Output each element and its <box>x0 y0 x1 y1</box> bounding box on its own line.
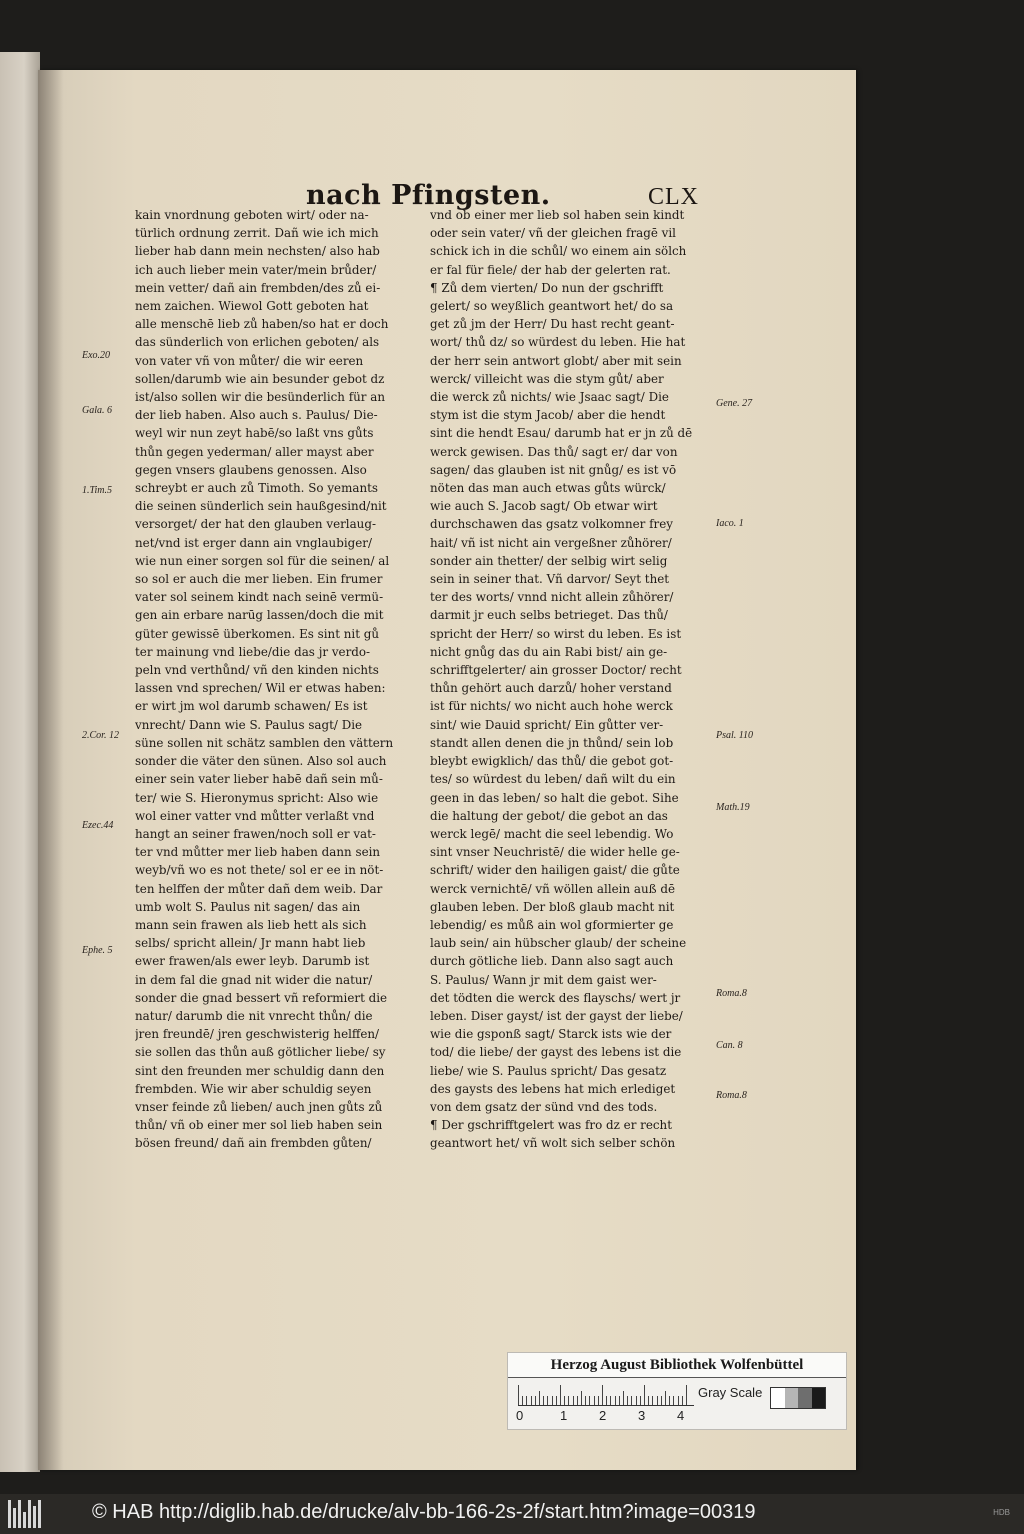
ruler-tick <box>678 1396 679 1405</box>
text-line: mein vetter/ dañ ain frembden/des zů ei- <box>135 280 381 295</box>
gutter-shadow <box>38 70 64 1470</box>
text-line: werck vernichtē/ vñ wöllen allein auß dē <box>430 881 676 896</box>
text-line: gen ain erbare narūg lassen/doch die mit <box>135 608 384 623</box>
ruler-tick <box>564 1396 565 1405</box>
text-line: ter mainung vnd liebe/die das jr verdo- <box>135 644 371 659</box>
text-line: die haltung der gebot/ die gebot an das <box>430 808 668 823</box>
text-line: von dem gsatz der sünd vnd des tods. <box>430 1099 658 1114</box>
ruler-tick <box>518 1385 519 1405</box>
text-line: wie die gsponß sagt/ Starck ists wie der <box>430 1027 672 1042</box>
text-line: natur/ darumb die nit vnrecht thůn/ die <box>135 1008 373 1023</box>
text-line: spricht der Herr/ so wirst du leben. Es ist <box>430 626 682 641</box>
card-title: Herzog August Bibliothek Wolfenbüttel <box>508 1353 846 1378</box>
text-line: alle menschē lieb zů haben/so hat er doch <box>135 317 389 332</box>
text-line: oder sein vater/ vñ der gleichen fragē vil <box>430 226 676 241</box>
text-line: thůn/ vñ ob einer mer sol lieb haben sein <box>135 1118 383 1133</box>
text-line: der herr sein antwort globt/ aber mit sein <box>430 353 682 368</box>
text-line: lebendig/ es můß ain wol gformierter ge <box>430 917 674 932</box>
text-line: nöten das man auch etwas gůts würck/ <box>430 481 666 496</box>
text-line: der lieb haben. Also auch s. Paulus/ Die- <box>135 408 378 423</box>
text-line: tes/ so würdest du leben/ dañ wilt du ein <box>430 772 676 787</box>
margin-note-right: Gene. 27 <box>716 398 753 409</box>
ruler-tick <box>581 1391 582 1405</box>
text-line: lieber hab dann mein nechsten/ also hab <box>135 244 380 259</box>
ruler-tick <box>619 1396 620 1405</box>
ruler-number: 4 <box>677 1408 685 1423</box>
ruler-tick <box>531 1396 532 1405</box>
text-line: gelert/ so weyßlich geantwort het/ do sa <box>430 299 674 314</box>
ruler-number: 3 <box>638 1408 646 1423</box>
text-line: thůn gehört auch darzů/ hoher verstand <box>430 681 672 696</box>
text-line: von vater vñ von můter/ die wir eeren <box>135 353 364 368</box>
footer-mark: HDB <box>993 1508 1010 1517</box>
text-line: leben. Diser gayst/ ist der gayst der liebe/ <box>430 1008 683 1023</box>
margin-note-left: Ephe. 5 <box>82 945 113 956</box>
ruler-tick <box>556 1396 557 1405</box>
text-line: mann sein frawen als lieb hett als sich <box>135 917 367 932</box>
book-page <box>38 70 856 1470</box>
ruler-tick <box>623 1391 624 1405</box>
text-line: sint die hendt Esau/ darumb hat er jn zů dē <box>430 426 693 441</box>
gray-scale-strip <box>770 1387 826 1409</box>
text-line: bösen freund/ dañ ain frembden gůten/ <box>135 1136 372 1151</box>
hab-logo-icon <box>8 1500 48 1528</box>
text-line: ¶ Der gschrifftgelert was fro dz er recht <box>430 1118 672 1133</box>
text-line: lassen vnd sprechen/ Wil er etwas haben: <box>135 681 386 696</box>
text-line: sonder ain thetter/ der selbig wirt selig <box>430 553 668 568</box>
text-line: wort/ thů dz/ so würdest du leben. Hie hat <box>430 335 686 350</box>
ruler-tick <box>568 1396 569 1405</box>
text-line: schrifftgelerter/ ain grosser Doctor/ recht <box>430 663 682 678</box>
ruler-numbers <box>514 1408 704 1424</box>
text-line: standt allen denen die jn thůnd/ sein lob <box>430 735 674 750</box>
gray-scale-label: Gray Scale <box>698 1385 763 1400</box>
text-line: er wirt jm wol darumb schawen/ Es ist <box>135 699 368 714</box>
gray-patch <box>798 1388 812 1408</box>
ruler-tick <box>602 1385 603 1405</box>
text-line: umb wolt S. Paulus nit sagen/ das ain <box>135 899 361 914</box>
ruler-tick <box>560 1385 561 1405</box>
copyright-url: © HAB http://diglib.hab.de/drucke/alv-bb-166-2s-2f/start.htm?image=00319 <box>92 1501 756 1523</box>
text-line: sint den freunden mer schuldig dann den <box>135 1063 385 1078</box>
ruler-tick <box>669 1396 670 1405</box>
margin-note-right: Can. 8 <box>716 1040 743 1051</box>
text-line: wol einer vatter vnd můtter verlaßt vnd <box>135 808 375 823</box>
text-line: in dem fal die gnad nit wider die natur/ <box>135 972 373 987</box>
text-line: wie auch S. Jacob sagt/ Ob etwar wirt <box>430 499 658 514</box>
text-line: frembden. Wie wir aber schuldig seyen <box>135 1081 372 1096</box>
text-line: sonder die gnad bessert vñ reformiert die <box>135 990 388 1005</box>
ruler-tick <box>585 1396 586 1405</box>
text-line: weyl wir nun zeyt habē/so laßt vns gůts <box>135 426 374 441</box>
text-line: ist/also sollen wir die besünderlich für an <box>135 390 386 405</box>
ruler-tick <box>682 1396 683 1405</box>
text-line: ter/ wie S. Hieronymus spricht: Also wie <box>135 790 379 805</box>
text-line: nem zaichen. Wiewol Gott geboten hat <box>135 299 369 314</box>
text-line: weyb/vñ wo es not thete/ sol er ee in nöt- <box>135 863 384 878</box>
margin-note-left: Exo.20 <box>82 350 111 361</box>
ruler-tick <box>648 1396 649 1405</box>
ruler-tick <box>610 1396 611 1405</box>
ruler-tick <box>652 1396 653 1405</box>
text-line: sein in seiner that. Vñ darvor/ Seyt thet <box>430 572 670 587</box>
left-text-column <box>135 206 433 1153</box>
cm-ruler <box>518 1383 694 1406</box>
ruler-number: 0 <box>516 1408 524 1423</box>
ruler-tick <box>522 1396 523 1405</box>
text-line: ist für nichts/ wo nicht auch hohe werck <box>430 699 673 714</box>
margin-note-right: Math.19 <box>716 802 750 813</box>
ruler-tick <box>657 1396 658 1405</box>
text-line: laub sein/ ain hübscher glaub/ der scheine <box>430 936 687 951</box>
ruler-tick <box>615 1396 616 1405</box>
text-line: schrift/ wider den hailigen gaist/ die gůte <box>430 863 680 878</box>
text-line: darmit jr euch selbs betrieget. Das thů/ <box>430 608 668 623</box>
color-scale-card <box>507 1352 847 1430</box>
text-line: peln vnd verthůnd/ vñ den kinden nichts <box>135 663 379 678</box>
margin-note-right: Iaco. 1 <box>716 518 744 529</box>
margin-note-left: Ezec.44 <box>82 820 114 831</box>
previous-page-edge <box>0 52 40 1472</box>
right-text-column <box>430 206 728 1153</box>
gray-patch <box>785 1388 799 1408</box>
text-line: des gaysts des lebens hat mich erlediget <box>430 1081 676 1096</box>
text-line: liebe/ wie S. Paulus spricht/ Das gesatz <box>430 1063 667 1078</box>
text-line: schreybt er auch zů Timoth. So yemants <box>135 481 378 496</box>
text-line: versorget/ der hat den glauben verlaug- <box>135 517 376 532</box>
ruler-tick <box>543 1396 544 1405</box>
ruler-tick <box>589 1396 590 1405</box>
text-line: selbs/ spricht allein/ Jr mann habt lieb <box>135 936 366 951</box>
text-line: werck gewisen. Das thů/ sagt er/ dar von <box>430 444 678 459</box>
text-line: stym ist die stym Jacob/ aber die hendt <box>430 408 666 423</box>
ruler-tick <box>636 1396 637 1405</box>
footer-bar <box>0 1494 1024 1534</box>
ruler-tick <box>640 1396 641 1405</box>
text-line: ewer frawen/als ewer leyb. Darumb ist <box>135 954 370 969</box>
text-line: S. Paulus/ Wann jr mit dem gaist wer- <box>430 972 657 987</box>
ruler-tick <box>526 1396 527 1405</box>
text-line: so sol er auch die mer lieben. Ein frumer <box>135 572 383 587</box>
text-line: jren freundē/ jren geschwisterig helffen/ <box>135 1027 380 1042</box>
text-line: get zů jm der Herr/ Du hast recht geant- <box>430 317 675 332</box>
text-line: wie nun einer sorgen sol für die seinen/ al <box>135 553 390 568</box>
text-line: ich auch lieber mein vater/mein brůder/ <box>135 262 377 277</box>
text-line: bleybt ewigklich/ das thů/ die gebot got- <box>430 754 674 769</box>
text-line: süne sollen nit schätz samblen den vättern <box>135 735 394 750</box>
text-line: sonder die väter den sünen. Also sol auch <box>135 754 387 769</box>
text-line: die seinen sünderlich sein haußgesind/nit <box>135 499 387 514</box>
margin-note-right: Psal. 110 <box>716 730 754 741</box>
text-line: ¶ Zů dem vierten/ Do nun der gschrifft <box>430 280 664 295</box>
text-line: werck/ villeicht was die stym gůt/ aber <box>430 371 664 386</box>
text-line: geantwort het/ vñ wolt sich selber schön <box>430 1136 676 1151</box>
text-line: net/vnd ist erger dann ain vnglaubiger/ <box>135 535 372 550</box>
text-line: das sünderlich von erlichen geboten/ als <box>135 335 380 350</box>
text-line: kain vnordnung geboten wirt/ oder na- <box>135 208 369 222</box>
ruler-number: 1 <box>560 1408 568 1423</box>
text-line: tod/ die liebe/ der gayst des lebens ist die <box>430 1045 682 1060</box>
margin-note-left: Gala. 6 <box>82 405 112 416</box>
text-line: thůn gegen yederman/ aller mayst aber <box>135 444 374 459</box>
text-line: det tödten die werck des flayschs/ wert jr <box>430 990 681 1005</box>
text-line: sint/ wie Dauid spricht/ Ein gůtter ver- <box>430 717 664 732</box>
ruler-number: 2 <box>599 1408 607 1423</box>
ruler-tick <box>631 1396 632 1405</box>
gray-patch <box>812 1388 826 1408</box>
text-line: ter des worts/ vnnd nicht allein zůhörer/ <box>430 590 674 605</box>
text-line: hangt an seiner frawen/noch soll er vat- <box>135 826 376 841</box>
text-line: sagen/ das glauben ist nit gnůg/ es ist vō <box>430 462 677 477</box>
text-line: ter vnd můtter mer lieb haben dann sein <box>135 845 381 860</box>
text-line: glauben leben. Der bloß glaub macht nit <box>430 899 675 914</box>
text-line: einer sein vater lieber habē dañ sein mů- <box>135 772 383 787</box>
text-line: hait/ vñ ist nicht ain vergeßner zůhörer/ <box>430 535 672 550</box>
text-line: er fal für fiele/ der hab der gelerten rat. <box>430 262 671 277</box>
ruler-tick <box>535 1396 536 1405</box>
text-line: nicht gnůg das du ain Rabi bist/ ain ge- <box>430 644 668 659</box>
text-line: die werck zů nichts/ wie Jsaac sagt/ Die <box>430 390 669 405</box>
ruler-tick <box>606 1396 607 1405</box>
text-line: vnrecht/ Dann wie S. Paulus sagt/ Die <box>135 717 363 732</box>
text-line: güter gewissē überkomen. Es sint nit gů <box>135 626 380 641</box>
ruler-tick <box>547 1396 548 1405</box>
margin-note-right: Roma.8 <box>716 1090 747 1101</box>
gray-patch <box>771 1388 785 1408</box>
ruler-tick <box>673 1396 674 1405</box>
ruler-tick <box>573 1396 574 1405</box>
text-line: vnser feinde zů lieben/ auch jnen gůts zů <box>135 1099 383 1114</box>
margin-note-right: Roma.8 <box>716 988 747 999</box>
margin-note-left: 2.Cor. 12 <box>82 730 119 741</box>
margin-note-left: 1.Tim.5 <box>82 485 113 496</box>
text-line: durchschawen das gsatz volkomner frey <box>430 517 673 532</box>
ruler-tick <box>665 1391 666 1405</box>
text-line: durch götliche lieb. Dann also sagt auch <box>430 954 674 969</box>
text-line: werck legē/ macht die seel lebendig. Wo <box>430 826 674 841</box>
text-line: gegen vnsers glaubens genossen. Also <box>135 462 367 477</box>
text-line: sollen/darumb wie ain besunder gebot dz <box>135 371 385 386</box>
text-line: geen in das leben/ so halt die gebot. Sihe <box>430 790 679 805</box>
folio-number: CLX <box>648 184 699 210</box>
ruler-tick <box>627 1396 628 1405</box>
ruler-tick <box>539 1391 540 1405</box>
ruler-tick <box>661 1396 662 1405</box>
ruler-tick <box>598 1396 599 1405</box>
ruler-tick <box>594 1396 595 1405</box>
text-line: türlich ordnung zerrit. Dañ wie ich mich <box>135 226 379 241</box>
text-line: sie sollen das thůn auß götlicher liebe/ sy <box>135 1045 386 1060</box>
ruler-tick <box>577 1396 578 1405</box>
ruler-tick <box>686 1385 687 1405</box>
text-line: schick ich in die schůl/ wo einem ain sölch <box>430 244 687 259</box>
text-line: sint vnser Neuchristē/ die wider helle ge- <box>430 845 680 860</box>
text-line: ten helffen der můter dañ dem weib. Dar <box>135 881 383 896</box>
text-line: vnd ob einer mer lieb sol haben sein kindt <box>430 208 685 222</box>
running-title: nach Pfingsten. <box>306 180 551 211</box>
ruler-tick <box>644 1385 645 1405</box>
ruler-tick <box>552 1396 553 1405</box>
text-line: vater sol seinem kindt nach seinē vermü- <box>135 590 384 605</box>
